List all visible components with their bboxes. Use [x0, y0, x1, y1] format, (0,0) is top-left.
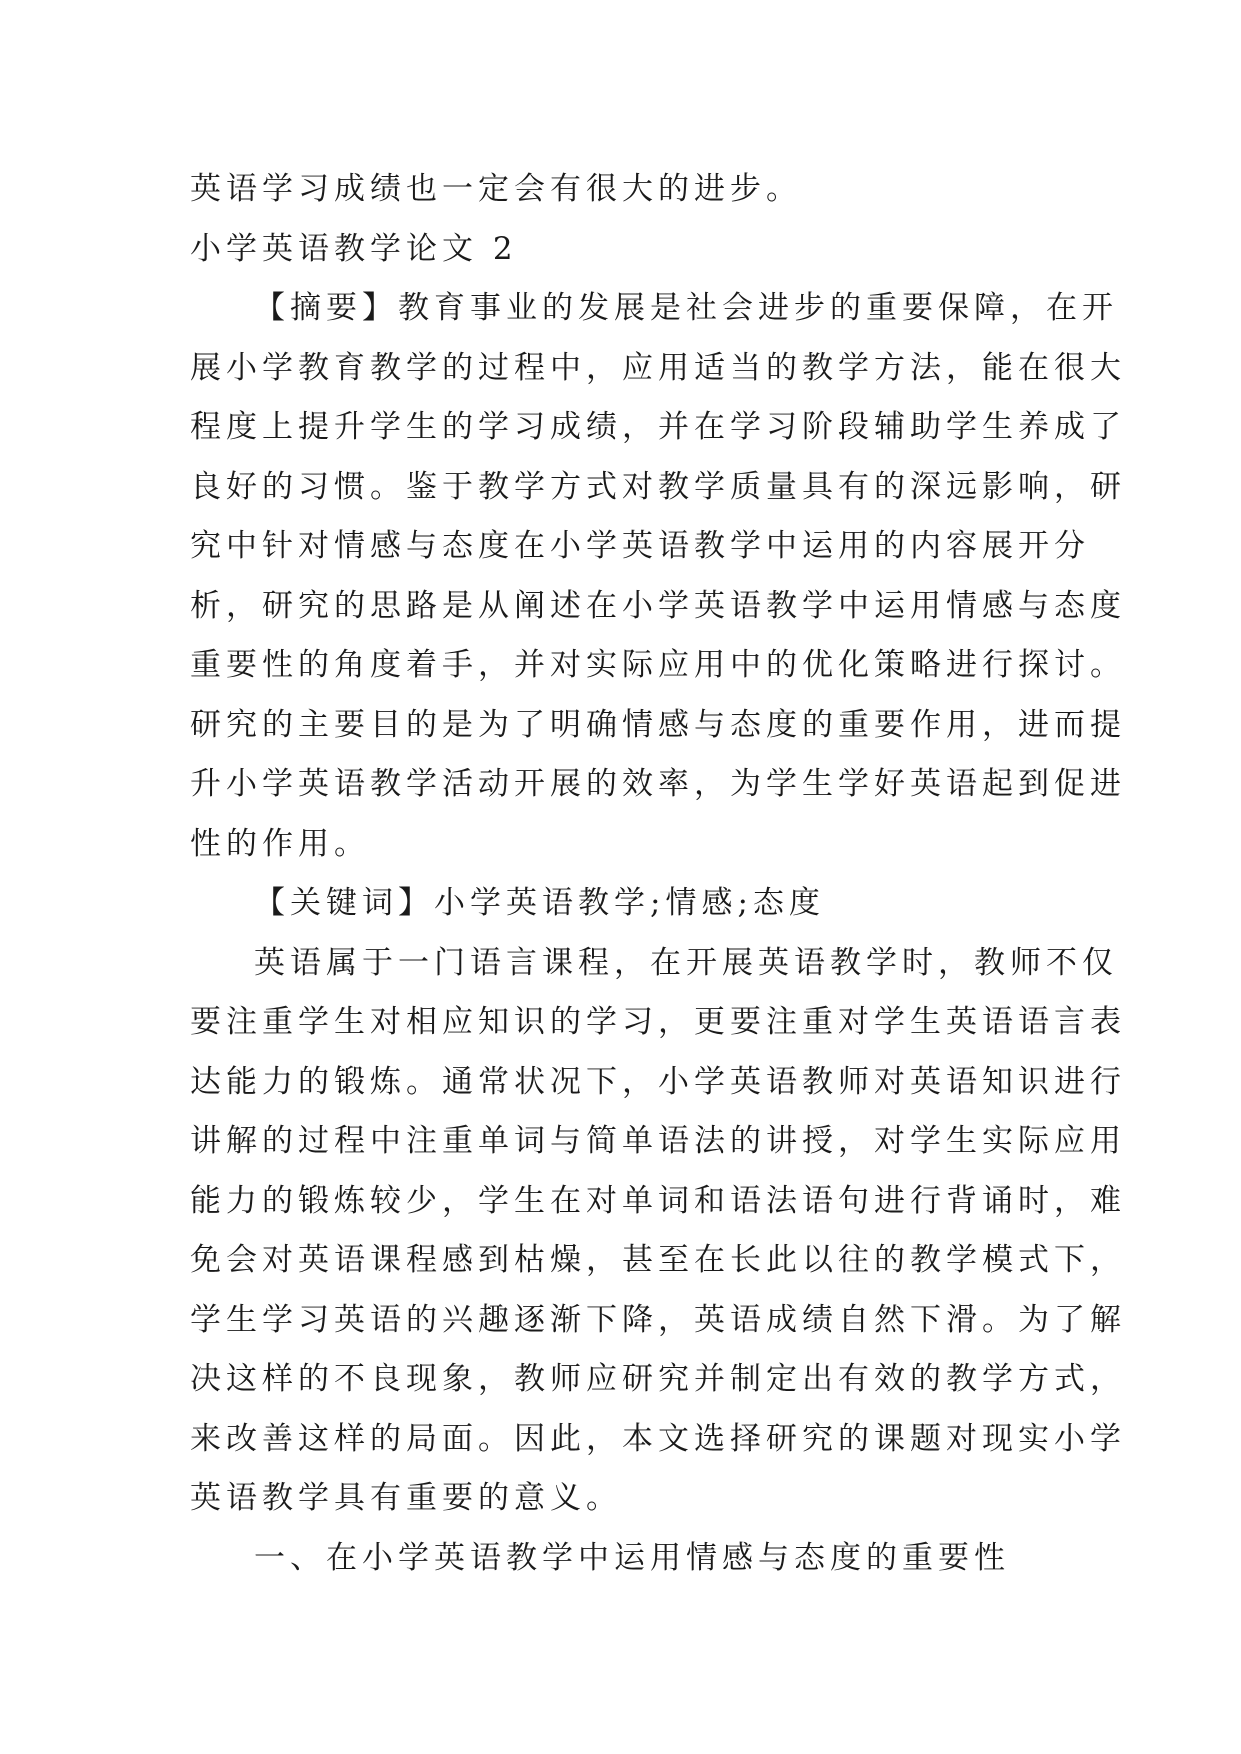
- abstract-line: 析，研究的思路是从阐述在小学英语教学中运用情感与态度: [190, 587, 1126, 624]
- section-heading: 一、在小学英语教学中运用情感与态度的重要性: [254, 1539, 1010, 1576]
- abstract-line: 性的作用。: [190, 825, 370, 862]
- paragraph-line: 要注重学生对相应知识的学习，更要注重对学生英语语言表: [190, 1004, 1126, 1040]
- paragraph-line: 学生学习英语的兴趣逐渐下降，英语成绩自然下滑。为了解: [190, 1301, 1126, 1338]
- paragraph-line: 英语学习成绩也一定会有很大的进步。: [190, 171, 802, 207]
- abstract-line: 良好的习惯。鉴于教学方式对教学质量具有的深远影响，研: [190, 468, 1126, 505]
- section-title: 小学英语教学论文 2: [190, 230, 518, 267]
- paragraph-line: 讲解的过程中注重单词与简单语法的讲授，对学生实际应用: [190, 1123, 1126, 1159]
- abstract-line: 程度上提升学生的学习成绩，并在学习阶段辅助学生养成了: [190, 409, 1126, 445]
- paragraph-line: 英语属于一门语言课程，在开展英语教学时，教师不仅: [254, 944, 1118, 981]
- abstract-line: 升小学英语教学活动开展的效率，为学生学好英语起到促进: [190, 766, 1126, 802]
- abstract-line: 【摘要】教育事业的发展是社会进步的重要保障，在开: [254, 290, 1118, 326]
- abstract-line: 展小学教育教学的过程中，应用适当的教学方法，能在很大: [190, 349, 1126, 386]
- abstract-line: 重要性的角度着手，并对实际应用中的优化策略进行探讨。: [190, 647, 1126, 683]
- paragraph-line: 决这样的不良现象，教师应研究并制定出有效的教学方式，: [190, 1361, 1126, 1397]
- paragraph-line: 达能力的锻炼。通常状况下，小学英语教师对英语知识进行: [190, 1063, 1126, 1100]
- abstract-line: 研究的主要目的是为了明确情感与态度的重要作用，进而提: [190, 706, 1126, 743]
- paragraph-line: 能力的锻炼较少，学生在对单词和语法语句进行背诵时，难: [190, 1182, 1126, 1219]
- paragraph-line: 免会对英语课程感到枯燥，甚至在长此以往的教学模式下，: [190, 1242, 1126, 1278]
- paragraph-line: 来改善这样的局面。因此，本文选择研究的课题对现实小学: [190, 1420, 1126, 1457]
- document-body: [190, 160, 1126, 1588]
- paragraph-line: 英语教学具有重要的意义。: [190, 1480, 622, 1516]
- abstract-line: 究中针对情感与态度在小学英语教学中运用的内容展开分: [190, 528, 1090, 564]
- keywords-line: 【关键词】小学英语教学;情感;态度: [254, 885, 825, 921]
